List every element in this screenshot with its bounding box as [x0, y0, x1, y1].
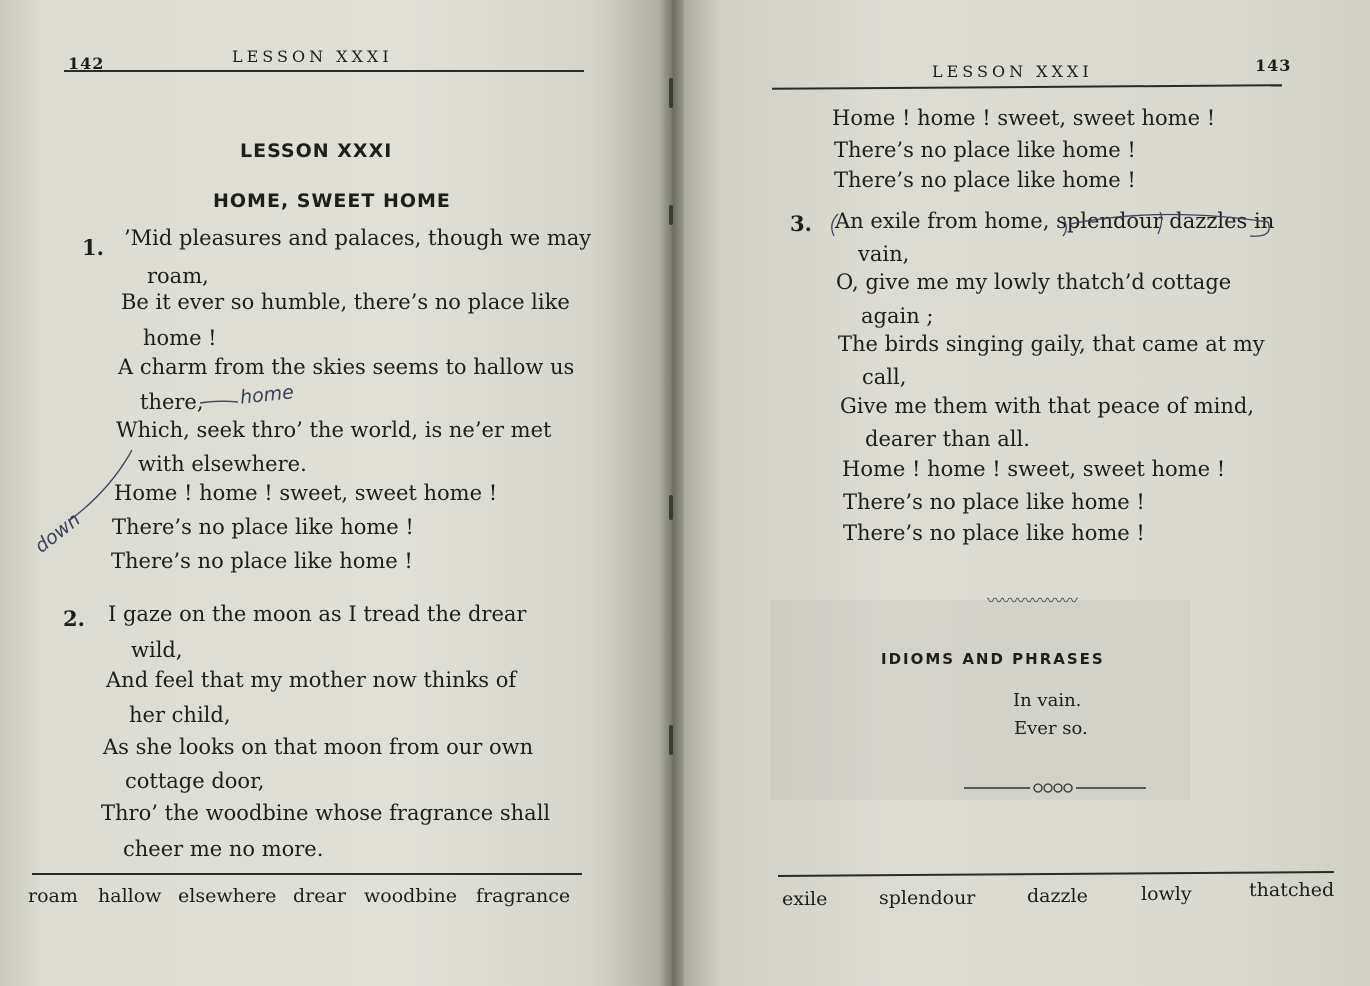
- poem-line: Be it ever so humble, there’s no place like: [121, 290, 570, 314]
- stanza-1-number: 1.: [82, 235, 104, 260]
- poem-line: dearer than all.: [865, 427, 1030, 451]
- vocab-word: thatched: [1249, 879, 1335, 901]
- poem-line: Give me them with that peace of mind,: [840, 394, 1255, 418]
- poem-line: The birds singing gaily, that came at my: [838, 332, 1265, 356]
- poem-line: Home ! home ! sweet, sweet home !: [114, 481, 498, 505]
- poem-line: O, give me my lowly thatch’d cottage: [836, 270, 1232, 294]
- idioms-heading: IDIOMS AND PHRASES: [881, 650, 1105, 668]
- poem-line: ’Mid pleasures and palaces, though we may: [124, 226, 592, 250]
- poem-line: her child,: [129, 703, 231, 727]
- poem-line: vain,: [858, 242, 910, 266]
- vocab-word: elsewhere: [178, 885, 277, 907]
- right-page-number: 143: [1255, 56, 1292, 75]
- refrain-line: There’s no place like home !: [834, 138, 1136, 162]
- poem-title: HOME, SWEET HOME: [213, 190, 451, 212]
- poem-line: There’s no place like home !: [111, 549, 413, 573]
- poem-line: wild,: [131, 638, 183, 662]
- poem-line: again ;: [861, 304, 934, 328]
- wavy-divider: 〰〰〰〰〰〰: [987, 591, 1078, 610]
- poem-line: roam,: [147, 264, 209, 288]
- poem-line: Home ! home ! sweet, sweet home !: [842, 457, 1226, 481]
- poem-line: There’s no place like home !: [843, 521, 1145, 545]
- poem-line: A charm from the skies seems to hallow us: [118, 355, 575, 379]
- poem-line: As she looks on that moon from our own: [103, 735, 534, 759]
- vocab-word: roam: [28, 885, 78, 907]
- stanza-3-number: 3.: [790, 211, 812, 236]
- left-running-head: LESSON XXXI: [232, 47, 393, 66]
- poem-line: with elsewhere.: [138, 452, 307, 476]
- poem-line: there,: [140, 390, 204, 414]
- poem-line: And feel that my mother now thinks of: [106, 668, 517, 692]
- refrain-line: There’s no place like home !: [834, 168, 1136, 192]
- vocab-word: woodbine: [364, 885, 458, 907]
- poem-line: There’s no place like home !: [112, 515, 414, 539]
- idiom-item: In vain.: [1013, 690, 1082, 711]
- poem-line: An exile from home, splendour dazzles in: [835, 209, 1275, 233]
- flourish-divider: [960, 778, 1150, 798]
- poem-line: cheer me no more.: [123, 837, 324, 861]
- vocab-word: hallow: [98, 885, 162, 907]
- stanza-2-number: 2.: [63, 606, 85, 631]
- poem-line: There’s no place like home !: [843, 490, 1145, 514]
- handwritten-note: home: [238, 381, 295, 409]
- right-running-head: LESSON XXXI: [932, 62, 1093, 81]
- poem-line: home !: [143, 326, 217, 350]
- poem-line: Which, seek thro’ the world, is ne’er met: [116, 418, 552, 442]
- poem-line: Thro’ the woodbine whose fragrance shall: [101, 801, 551, 825]
- poem-line: call,: [862, 365, 907, 389]
- poem-line: cottage door,: [125, 769, 265, 793]
- vocab-word: drear: [293, 885, 346, 907]
- vocab-word: exile: [782, 888, 828, 910]
- vocab-word: dazzle: [1027, 885, 1088, 907]
- idiom-item: Ever so.: [1014, 718, 1088, 739]
- vocab-word: lowly: [1141, 883, 1192, 905]
- refrain-line: Home ! home ! sweet, sweet home !: [832, 106, 1216, 130]
- handwritten-note: down: [30, 508, 85, 558]
- poem-line: I gaze on the moon as I tread the drear: [108, 602, 527, 626]
- left-page-number: 142: [68, 54, 105, 73]
- lesson-title: LESSON XXXI: [240, 140, 393, 162]
- vocab-word: fragrance: [476, 885, 571, 907]
- vocab-word: splendour: [879, 887, 976, 909]
